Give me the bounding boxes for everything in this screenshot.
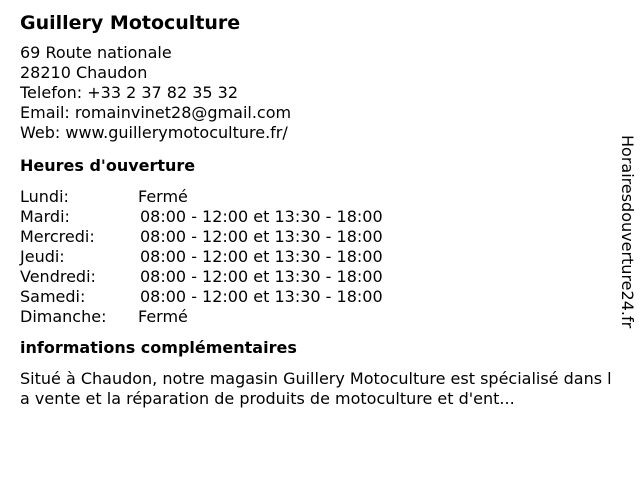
hours-time: 08:00 - 12:00 et 13:30 - 18:00: [140, 287, 383, 306]
hours-day: Dimanche:: [20, 307, 107, 326]
hours-row-friday: [20, 267, 620, 287]
hours-time: 08:00 - 12:00 et 13:30 - 18:00: [140, 227, 383, 246]
site-watermark: Horairesdouverture24.fr: [618, 135, 637, 329]
address-street: 69 Route nationale: [20, 43, 172, 62]
hours-time: 08:00 - 12:00 et 13:30 - 18:00: [140, 267, 383, 286]
hours-day: Mercredi:: [20, 227, 95, 246]
hours-row-saturday: [20, 287, 620, 307]
hours-day: Lundi:: [20, 187, 69, 206]
hours-row-monday: [20, 187, 620, 207]
hours-time: Fermé: [138, 307, 188, 326]
email-address: Email: romainvinet28@gmail.com: [20, 103, 292, 122]
hours-row-tuesday: [20, 207, 620, 227]
hours-time: Fermé: [138, 187, 188, 206]
hours-row-thursday: [20, 247, 620, 267]
address-city: 28210 Chaudon: [20, 63, 148, 82]
additional-info-text: Situé à Chaudon, notre magasin Guillery Motoculture est spécialisé dans la vente et la réparation de produits de motoculture et d'ent...: [20, 369, 612, 408]
hours-day: Jeudi:: [20, 247, 65, 266]
opening-hours-table: [20, 187, 620, 327]
hours-day: Vendredi:: [20, 267, 96, 286]
hours-day: Samedi:: [20, 287, 86, 306]
hours-time: 08:00 - 12:00 et 13:30 - 18:00: [140, 207, 383, 226]
business-name: Guillery Motoculture: [20, 12, 241, 34]
opening-hours-heading: Heures d'ouverture: [20, 156, 196, 175]
hours-day: Mardi:: [20, 207, 70, 226]
hours-row-sunday: [20, 307, 620, 327]
hours-time: 08:00 - 12:00 et 13:30 - 18:00: [140, 247, 383, 266]
website-url: Web: www.guillerymotoculture.fr/: [20, 123, 288, 142]
phone-number: Telefon: +33 2 37 82 35 32: [20, 83, 239, 102]
additional-info-heading: informations complémentaires: [20, 338, 297, 357]
business-card: [20, 11, 620, 409]
hours-row-wednesday: [20, 227, 620, 247]
